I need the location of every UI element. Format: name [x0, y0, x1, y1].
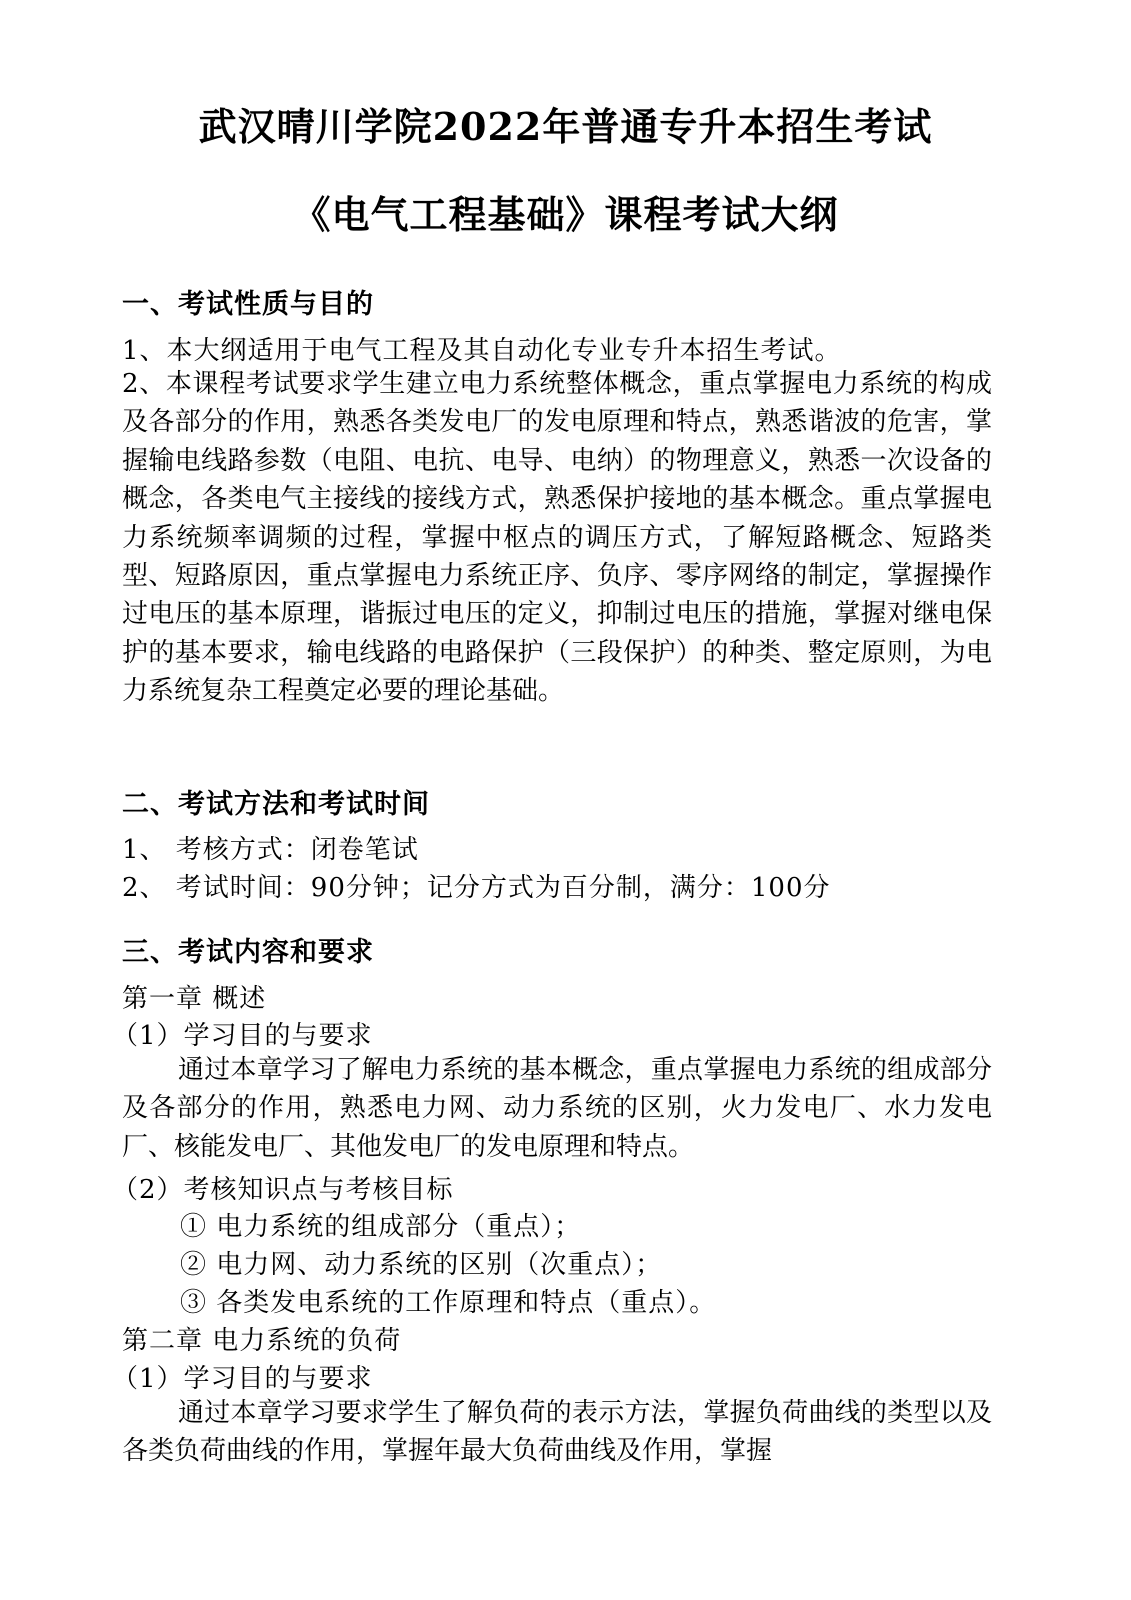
chapter-2-subheading-goals: （1）学习目的与要求 — [112, 1364, 373, 1394]
chapter-1-paragraph: 通过本章学习了解电力系统的基本概念，重点掌握电力系统的组成部分及各部分的作用，熟悉电力网、动力系统的区别，火力发电厂、水力发电厂、核能发电厂、其他发电厂的发电原理和特点。 — [122, 1055, 992, 1162]
chapter-1-point-1: ① 电力系统的组成部分（重点）； — [180, 1212, 582, 1242]
chapter-2-paragraph: 通过本章学习要求学生了解负荷的表示方法，掌握负荷曲线的类型以及各类负荷曲线的作用，掌握年最大负荷曲线及作用，掌握 — [122, 1398, 992, 1467]
chapter-1-subheading-points: （2）考核知识点与考核目标 — [112, 1175, 454, 1205]
chapter-1-point-2: ② 电力网、动力系统的区别（次重点）； — [180, 1250, 663, 1280]
method-item-1: 1、 考核方式：闭卷笔试 — [122, 835, 419, 865]
chapter-1-title: 第一章 概述 — [122, 984, 267, 1014]
section-heading-purpose: 一、考试性质与目的 — [122, 289, 374, 320]
section-heading-method: 二、考试方法和考试时间 — [122, 789, 430, 820]
purpose-item-1: 1、本大纲适用于电气工程及其自动化专业专升本招生考试。 — [122, 336, 842, 366]
chapter-2-title: 第二章 电力系统的负荷 — [122, 1326, 402, 1356]
chapter-1-subheading-goals: （1）学习目的与要求 — [112, 1021, 373, 1051]
section-heading-content: 三、考试内容和要求 — [122, 937, 374, 968]
purpose-item-2: 2、本课程考试要求学生建立电力系统整体概念，重点掌握电力系统的构成及各部分的作用，熟悉各类发电厂的发电原理和特点，熟悉谐波的危害，掌握输电线路参数（电阻、电抗、电导、电纳）的物理意义，熟悉一次设备的概念，各类电气主接线的接线方式，熟悉保护接地的基本概念。重点掌握电力系统频率调频的过程，掌握中枢点的调压方式，了解短路概念、短路类型、短路原因，重点掌握电力系统正序、负序、零序网络的制定，掌握操作过电压的基本原理，谐振过电压的定义，抑制过电压的措施，掌握对继电保护的基本要求，输电线路的电路保护（三段保护）的种类、整定原则，为电力系统复杂工程奠定必要的理论基础。 — [122, 369, 992, 707]
method-item-2: 2、 考试时间：90分钟；记分方式为百分制，满分：100分 — [122, 873, 831, 903]
document-title-line1: 武汉晴川学院2022年普通专升本招生考试 — [198, 104, 933, 149]
chapter-1-point-3: ③ 各类发电系统的工作原理和特点（重点）。 — [180, 1288, 717, 1318]
document-title-line2: 《电气工程基础》课程考试大纲 — [292, 192, 839, 237]
